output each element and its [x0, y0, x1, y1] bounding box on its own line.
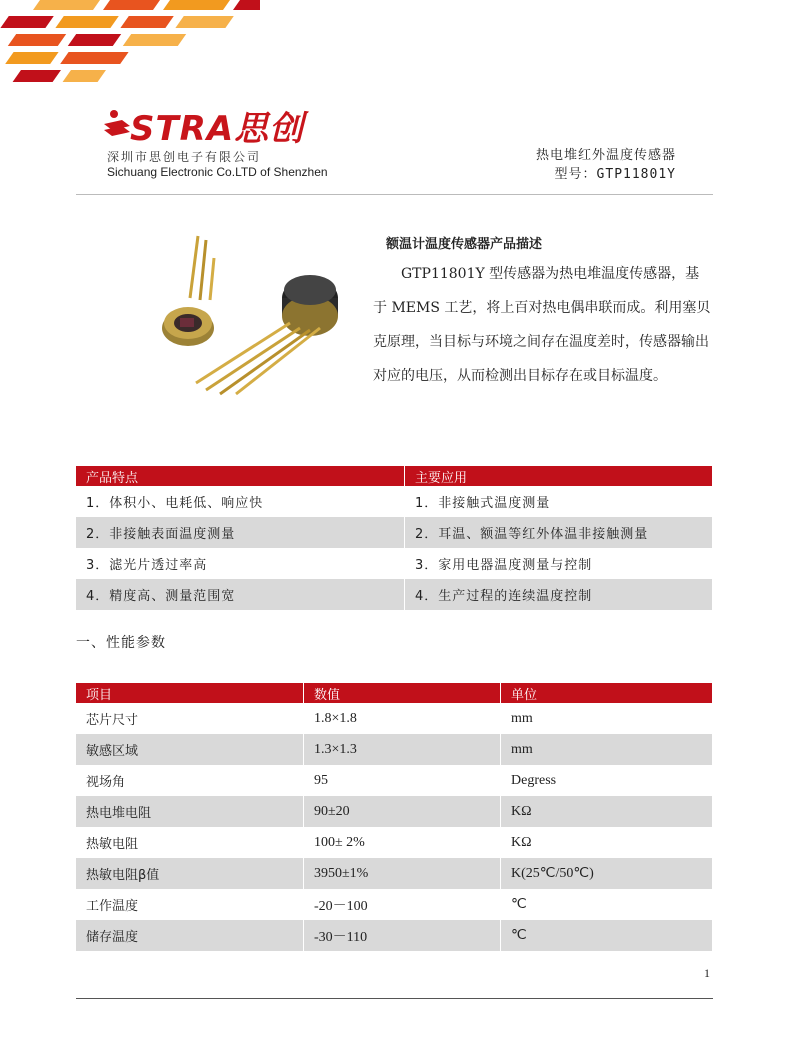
param-value-cell: 3950±1%	[304, 858, 501, 889]
brand-name: STRA思创	[130, 109, 305, 149]
parameters-table	[76, 683, 713, 951]
table-row	[76, 486, 713, 517]
table-row	[76, 765, 713, 796]
application-cell: 1．非接触式温度测量	[405, 486, 713, 517]
table-row	[76, 889, 713, 920]
param-unit-cell: K(25℃/50℃)	[501, 858, 713, 889]
feature-cell: 3．滤光片透过率高	[76, 548, 405, 579]
table-row	[76, 827, 713, 858]
application-cell: 4．生产过程的连续温度控制	[405, 579, 713, 610]
param-unit-cell: Degress	[501, 765, 713, 796]
description-title: 额温计温度传感器产品描述	[386, 237, 543, 252]
param-unit-cell: ℃	[501, 889, 713, 920]
param-name-cell: 视场角	[76, 765, 304, 796]
param-name-cell: 芯片尺寸	[76, 703, 304, 734]
footer-divider	[76, 998, 713, 999]
features-table	[76, 466, 713, 610]
param-unit-cell: mm	[501, 703, 713, 734]
item-header: 项目	[76, 683, 304, 703]
param-value-cell: 100± 2%	[304, 827, 501, 858]
param-unit-cell: ℃	[501, 920, 713, 951]
description-body: GTP11801Y 型传感器为热电堆温度传感器，基于 MEMS 工艺，将上百对热电偶串联而成。利用塞贝克原理，当目标与环境之间存在温度差时，传感器输出对应的电压，从而检测出目标存在或目标温度。	[373, 266, 711, 384]
feature-cell: 2．非接触表面温度测量	[76, 517, 405, 548]
company-name-en: Sichuang Electronic Co.LTD of Shenzhen	[107, 165, 328, 179]
feature-cell: 1．体积小、电耗低、响应快	[76, 486, 405, 517]
table-row	[76, 734, 713, 765]
param-value-cell: 1.8×1.8	[304, 703, 501, 734]
application-cell: 2．耳温、额温等红外体温非接触测量	[405, 517, 713, 548]
section-title-performance: 一、性能参数	[76, 635, 166, 651]
header-divider	[76, 194, 713, 195]
table-row	[76, 796, 713, 827]
model-number: 型号：GTP11801Y	[554, 167, 676, 182]
table-row	[76, 548, 713, 579]
value-header: 数值	[304, 683, 501, 703]
feature-cell: 4．精度高、测量范围宽	[76, 579, 405, 610]
table-row	[76, 579, 713, 610]
param-name-cell: 敏感区域	[76, 734, 304, 765]
param-name-cell: 热敏电阻β值	[76, 858, 304, 889]
param-value-cell: 95	[304, 765, 501, 796]
applications-header: 主要应用	[405, 466, 713, 486]
param-unit-cell: KΩ	[501, 796, 713, 827]
param-value-cell: 1.3×1.3	[304, 734, 501, 765]
sensor-product-photo	[160, 228, 350, 398]
param-unit-cell: mm	[501, 734, 713, 765]
application-cell: 3．家用电器温度测量与控制	[405, 548, 713, 579]
table-row	[76, 517, 713, 548]
param-value-cell: 90±20	[304, 796, 501, 827]
document-title: 热电堆红外温度传感器	[535, 148, 676, 163]
corner-stripes-decoration	[0, 0, 260, 90]
unit-header: 单位	[501, 683, 713, 703]
page-number: 1	[704, 966, 710, 980]
table-row	[76, 920, 713, 951]
param-name-cell: 热敏电阻	[76, 827, 304, 858]
param-name-cell: 热电堆电阻	[76, 796, 304, 827]
table-row	[76, 858, 713, 889]
param-unit-cell: KΩ	[501, 827, 713, 858]
company-name-cn: 深圳市思创电子有限公司	[107, 150, 262, 164]
param-name-cell: 工作温度	[76, 889, 304, 920]
param-value-cell: -20－100	[304, 889, 501, 920]
param-name-cell: 储存温度	[76, 920, 304, 951]
param-value-cell: -30－110	[304, 920, 501, 951]
table-row	[76, 703, 713, 734]
features-header: 产品特点	[76, 466, 405, 486]
